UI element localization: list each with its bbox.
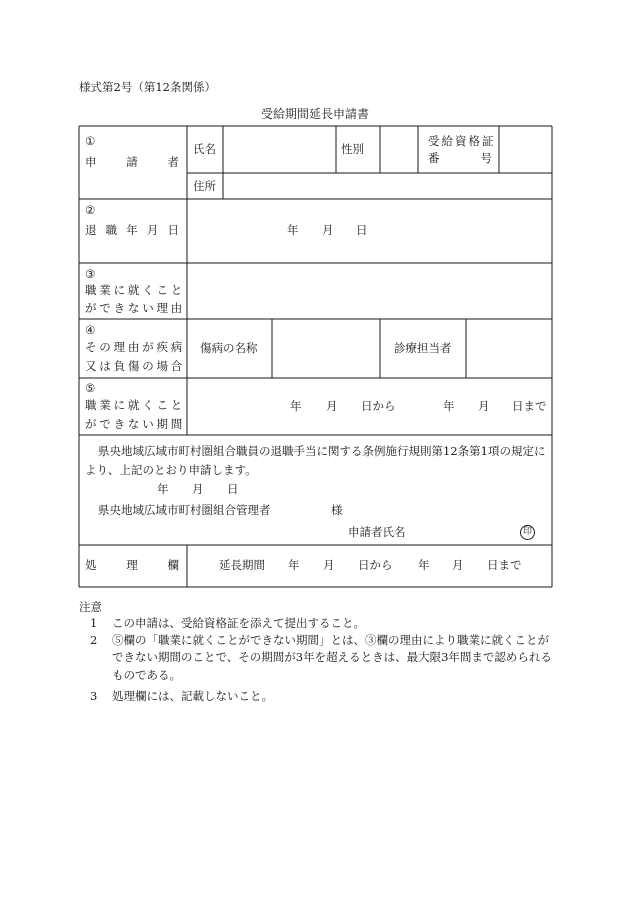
declaration-text-line1: 県央地域広域市町村圏組合職員の退職手当に関する条例施行規則第12条第1項の規定に <box>98 444 546 458</box>
extension-period-label: 延長期間 <box>219 558 265 572</box>
name-label: 氏名 <box>193 142 216 156</box>
processing-label <box>85 560 179 572</box>
applicant-label-char: 申 <box>85 155 97 169</box>
cert-label-char: 番 <box>428 151 440 165</box>
retirement-circle-number: ② <box>85 203 96 217</box>
attending-doctor-label: 診療担当者 <box>394 341 452 355</box>
applicant-label <box>85 157 179 169</box>
note-text: この申請は、受給資格証を添えて提出すること。 <box>112 616 365 630</box>
retirement-label-char: 職 <box>105 223 118 237</box>
extension-to-day: 日まで <box>487 558 522 572</box>
declaration-month: 月 <box>192 482 204 496</box>
processing-label-char: 欄 <box>167 558 179 572</box>
extension-to-year: 年 <box>418 558 430 572</box>
retirement-day: 日 <box>356 223 368 237</box>
seal-mark: 印 <box>520 525 535 540</box>
reason-circle-number: ③ <box>85 267 96 281</box>
processing-label-char: 理 <box>126 558 138 572</box>
period-to-year: 年 <box>443 399 455 413</box>
note-text: ⑤欄の「職業に就くことができない期間」とは、③欄の理由により職業に就くことができない期間のことで、その期間が3年を超えるときは、最大限3年間まで認められるものである。 <box>112 633 552 682</box>
note-text: 処理欄には、記載しないこと。 <box>112 689 273 703</box>
extension-from-day: 日から <box>358 558 393 572</box>
cert-label-char: 号 <box>480 151 492 165</box>
note-item <box>90 632 552 686</box>
note-item <box>90 688 552 706</box>
retirement-month: 月 <box>322 223 334 237</box>
gender-label: 性別 <box>341 142 364 156</box>
cert-number-label: 受給資格証 <box>428 134 496 148</box>
notes-heading: 注意 <box>79 600 102 614</box>
extension-from-month: 月 <box>323 558 335 572</box>
period-to-month: 月 <box>478 399 490 413</box>
note-number: 2 <box>90 633 98 647</box>
retirement-label <box>85 225 179 237</box>
illness-circle-number: ④ <box>85 323 96 337</box>
period-to-day: 日まで <box>512 399 547 413</box>
form-title: 受給期間延長申請書 <box>260 107 369 121</box>
retirement-year: 年 <box>287 223 299 237</box>
honorific: 様 <box>331 503 343 517</box>
disease-name-label: 傷病の名称 <box>200 341 258 355</box>
addressee: 県央地域広域市町村圏組合管理者 <box>98 503 271 517</box>
period-circle-number: ⑤ <box>85 381 96 395</box>
illness-label-line1: その理由が疾病 <box>85 340 186 354</box>
declaration-text-line2: より、上記のとおり申請します。 <box>85 463 257 477</box>
retirement-label-char: 退 <box>85 223 97 237</box>
declaration-day: 日 <box>227 482 239 496</box>
illness-label-line2: 又は負傷の場合 <box>85 359 186 373</box>
period-from-day: 日から <box>361 399 396 413</box>
period-from-month: 月 <box>326 399 338 413</box>
address-label: 住所 <box>193 179 216 193</box>
period-label-line1: 職業に就くこと <box>85 398 186 412</box>
form-number: 様式第2号（第12条関係） <box>79 80 216 94</box>
reason-label-line2: ができない理由 <box>85 301 186 315</box>
cert-number-label-line2 <box>428 153 492 165</box>
processing-label-char: 処 <box>85 558 97 572</box>
applicant-circle-number: ① <box>85 134 96 148</box>
declaration-year: 年 <box>157 482 169 496</box>
retirement-label-char: 年 <box>126 223 138 237</box>
note-item <box>90 615 552 633</box>
signer-name-label: 申請者氏名 <box>348 525 406 539</box>
period-from-year: 年 <box>290 399 302 413</box>
period-label-line2: ができない期間 <box>85 417 186 431</box>
note-number: 3 <box>90 689 98 703</box>
applicant-label-char: 者 <box>167 155 179 169</box>
extension-from-year: 年 <box>288 558 300 572</box>
note-number: 1 <box>90 616 98 630</box>
reason-label-line1: 職業に就くこと <box>85 283 186 297</box>
applicant-label-char: 請 <box>126 155 138 169</box>
extension-to-month: 月 <box>452 558 464 572</box>
retirement-label-char: 月 <box>146 223 159 237</box>
retirement-label-char: 日 <box>167 223 179 237</box>
